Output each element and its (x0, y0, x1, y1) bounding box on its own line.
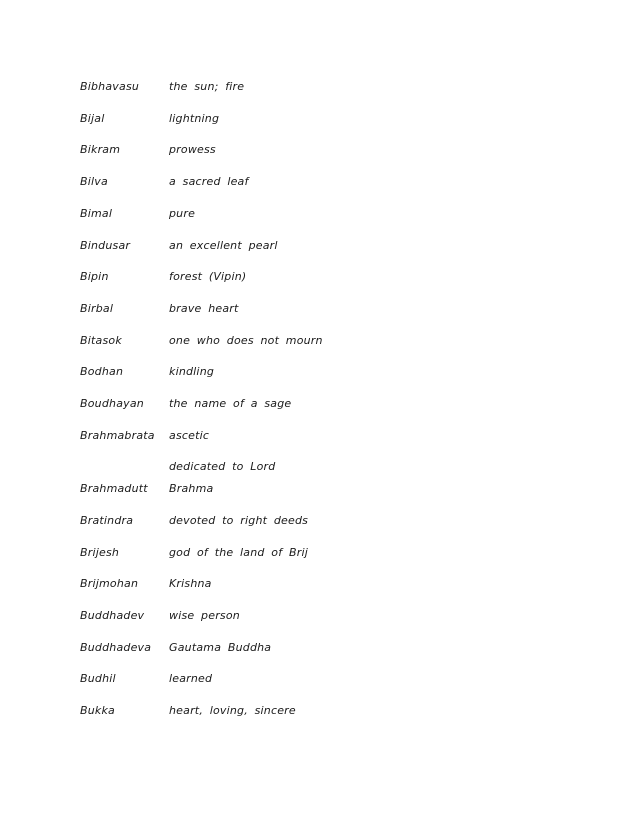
list-item (80, 542, 580, 564)
list-item (80, 510, 580, 532)
entry-meaning: god of the land of Brij (169, 545, 308, 559)
entry-meaning: a sacred leaf (169, 175, 249, 189)
entry-meaning: Gautama Buddha (169, 640, 272, 654)
entry-name: Brahmabrata (80, 428, 155, 442)
entry-meaning: the sun; fire (169, 80, 245, 93)
entry-meaning (169, 456, 580, 499)
entry-meaning: one who does not mourn (169, 333, 323, 347)
entry-name: Bilva (80, 175, 108, 189)
list-item (80, 266, 580, 288)
list-item (80, 456, 580, 499)
entry-name: Bimal (80, 206, 113, 220)
list-item (80, 139, 580, 161)
entry-name: Bipin (80, 270, 109, 284)
list-item (80, 637, 580, 659)
entry-name: Buddhadeva (80, 640, 152, 654)
entry-name: Budhil (80, 672, 116, 686)
list-item (80, 668, 580, 690)
entry-name: Birbal (80, 301, 114, 315)
entry-meaning: lightning (169, 111, 220, 125)
entry-name: Brijmohan (80, 577, 139, 591)
entry-meaning: learned (169, 672, 213, 686)
entry-meaning: ascetic (169, 428, 210, 442)
list-item (80, 298, 580, 320)
list-item (80, 76, 580, 98)
entry-meaning: kindling (169, 365, 215, 379)
list-item (80, 700, 580, 722)
list-item (80, 425, 580, 447)
entry-name: Bitasok (80, 333, 122, 347)
entry-name: Bukka (80, 704, 115, 718)
entry-name: Bodhan (80, 365, 124, 379)
entry-meaning: devoted to right deeds (169, 513, 309, 527)
entry-meaning: Krishna (169, 577, 212, 591)
entry-meaning: brave heart (169, 301, 239, 315)
entry-meaning: forest (Vipin) (169, 270, 247, 284)
entry-name: Bijal (80, 111, 105, 125)
list-item (80, 573, 580, 595)
entry-name: Boudhayan (80, 397, 144, 411)
list-item (80, 171, 580, 193)
list-item (80, 605, 580, 627)
entry-meaning-line: Brahma (169, 482, 214, 496)
entry-meaning: pure (169, 206, 196, 220)
entry-name: Bindusar (80, 238, 131, 252)
list-item (80, 235, 580, 257)
entry-meaning: heart, loving, sincere (169, 704, 296, 718)
entry-meaning: the name of a sage (169, 397, 292, 411)
entry-meaning-line: dedicated to Lord (169, 460, 276, 474)
list-item (80, 393, 580, 415)
entry-name: Brijesh (80, 545, 120, 559)
entry-name: Bibhavasu (80, 80, 140, 93)
entry-name: Brahmadutt (80, 482, 148, 496)
list-item (80, 361, 580, 383)
entry-meaning: prowess (169, 143, 216, 157)
list-item (80, 330, 580, 352)
name-meaning-list (80, 76, 580, 732)
list-item (80, 108, 580, 130)
entry-name: Buddhadev (80, 608, 145, 622)
entry-name: Bratindra (80, 513, 134, 527)
list-item (80, 203, 580, 225)
entry-meaning: an excellent pearl (169, 238, 278, 252)
entry-name: Bikram (80, 143, 121, 157)
entry-meaning: wise person (169, 608, 240, 622)
